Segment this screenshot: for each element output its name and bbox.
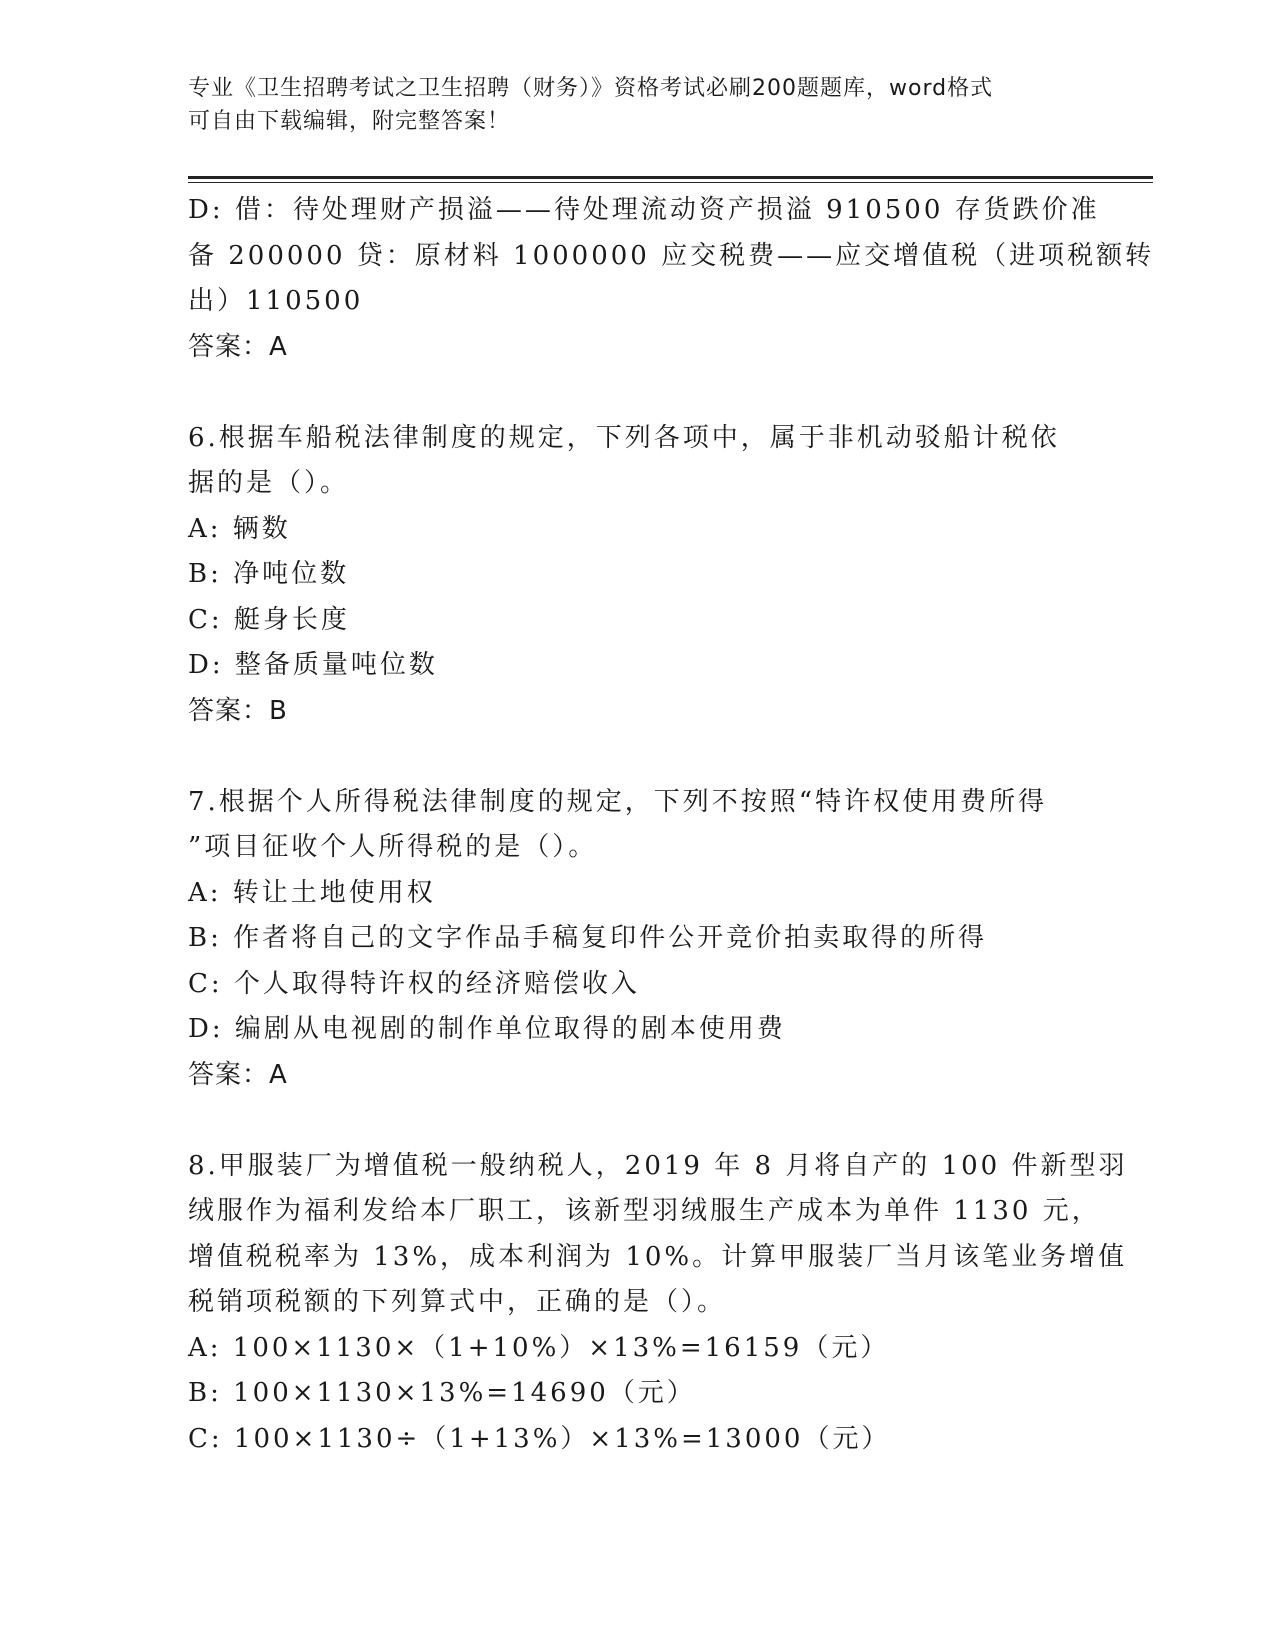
option-c: C: 100×1130÷（1+13%）×13%=13000（元）	[188, 1423, 891, 1454]
header-line-1: 专业《卫生招聘考试之卫生招聘（财务）》资格考试必刷200题题库，word格式	[188, 76, 994, 101]
option-a: A: 辆数	[188, 513, 291, 544]
option-b: B: 净吨位数	[188, 559, 350, 589]
option-d: D: 整备质量吨位数	[188, 650, 438, 680]
header-line-2: 可自由下载编辑，附完整答案！	[188, 109, 511, 134]
option-d: D: 编剧从电视剧的制作单位取得的剧本使用费	[188, 1014, 786, 1044]
answer: 答案：A	[188, 331, 288, 362]
question-stem: 7.根据个人所得税法律制度的规定，下列不按照“特许权使用费所得	[188, 786, 1048, 817]
question-7	[188, 780, 1088, 1099]
option-a: A: 转让土地使用权	[188, 877, 436, 908]
question-stem: 增值税税率为 13%，成本利润为 10%。计算甲服装厂当月该笔业务增值	[188, 1241, 1128, 1272]
question-stem: ”项目征收个人所得税的是（）。	[188, 832, 598, 862]
question-stem: 据的是（）。	[188, 468, 350, 498]
option-b: B: 100×1130×13%=14690（元）	[188, 1378, 696, 1408]
option-c: C: 个人取得特许权的经济赔偿收入	[188, 968, 640, 999]
answer: 答案：B	[188, 695, 288, 726]
document-body	[188, 188, 1155, 1462]
option-b: B: 作者将自己的文字作品手稿复印件公开竞价拍卖取得的所得	[188, 923, 988, 953]
question-6	[188, 416, 1088, 735]
header-divider-thin	[188, 182, 1153, 183]
question-stem: 税销项税额的下列算式中，正确的是（）。	[188, 1287, 727, 1317]
question-8	[188, 1144, 1128, 1463]
header-divider-thick	[188, 176, 1153, 179]
option-d-line-1: D: 借：待处理财产损溢——待处理流动资产损溢 910500 存货跌价准	[188, 195, 1100, 225]
question-stem: 绒服作为福利发给本厂职工，该新型羽绒服生产成本为单件 1130 元，	[188, 1196, 1101, 1226]
document-header	[188, 72, 1088, 138]
option-d-line-3: 出）110500	[188, 286, 364, 316]
answer: 答案：A	[188, 1059, 288, 1090]
question-stem: 6.根据车船税法律制度的规定，下列各项中，属于非机动驳船计税依	[188, 422, 1060, 453]
question-stem: 8.甲服装厂为增值税一般纳税人，2019 年 8 月将自产的 100 件新型羽	[188, 1150, 1128, 1181]
option-d-line-2: 备 200000 贷：原材料 1000000 应交税费——应交增值税（进项税额转	[188, 240, 1155, 271]
question-5-tail	[188, 188, 1155, 370]
option-c: C: 艇身长度	[188, 604, 350, 635]
option-a: A: 100×1130×（1+10%）×13%=16159（元）	[188, 1332, 890, 1363]
